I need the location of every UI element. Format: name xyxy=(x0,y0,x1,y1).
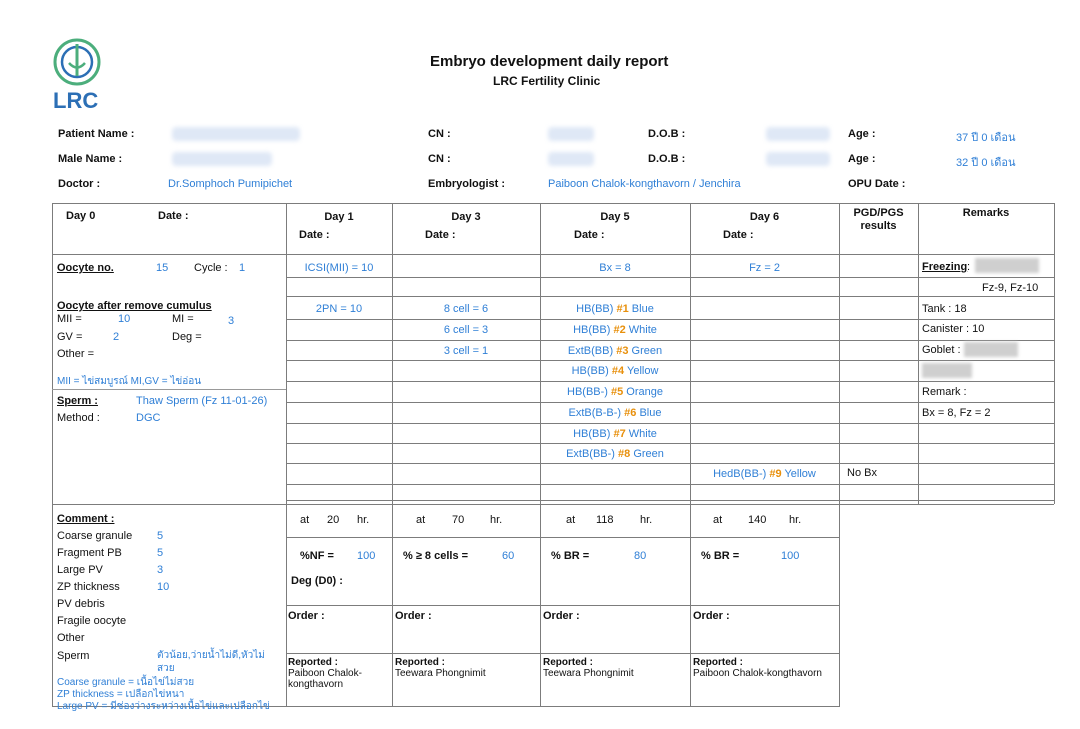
goblet-label: Goblet : xyxy=(922,344,961,356)
goblet-redacted xyxy=(964,342,1018,357)
comment-sperm-value-1: ตัวน้อย,ว่ายน้ำไม่ดี,หัวไม่ xyxy=(157,650,265,661)
cycle-value: 1 xyxy=(239,262,246,274)
comment-pv-debris: PV debris xyxy=(57,598,105,610)
header-day3: Day 3 xyxy=(451,211,481,223)
patient-name-label: Patient Name : xyxy=(58,128,135,140)
maturity-legend: MII = ไข่สมบูรณ์ MI,GV = ไข่อ่อน xyxy=(57,376,202,387)
sperm-label: Sperm : xyxy=(57,395,98,407)
comment-coarse-granule-value: 5 xyxy=(157,530,164,542)
header-day5-date: Date : xyxy=(574,229,605,241)
day5-embryo-8: ExtB(BB-) #8 Green xyxy=(566,448,664,460)
d6-hours: 140 xyxy=(748,514,767,526)
comment-other: Other xyxy=(57,632,85,644)
order-d5: Order : xyxy=(543,610,580,622)
cn-male-redacted xyxy=(548,152,594,166)
day5-embryo-5: HB(BB-) #5 Orange xyxy=(567,386,663,398)
opu-date-label: OPU Date : xyxy=(848,178,906,190)
tank-number: Tank : 18 xyxy=(922,303,967,315)
day5-embryo-3: ExtB(BB) #3 Green xyxy=(567,345,663,357)
clinic-name: LRC Fertility Clinic xyxy=(493,74,601,88)
doctor-name: Dr.Somphoch Pumipichet xyxy=(168,178,293,190)
day1-icsi: ICSI(MII) = 10 xyxy=(304,262,374,274)
comment-sperm-value-2: สวย xyxy=(157,663,175,674)
header-day6: Day 6 xyxy=(749,211,780,223)
day6-embryo-9: HedB(BB-) #9 Yellow xyxy=(713,468,816,480)
cycle-label: Cycle : xyxy=(194,262,228,274)
br5-label: % BR = xyxy=(551,550,590,562)
method-value: DGC xyxy=(136,412,161,424)
sperm-value: Thaw Sperm (Fz 11-01-26) xyxy=(136,395,268,407)
cn-redacted xyxy=(548,127,594,141)
mi-value: 3 xyxy=(228,315,235,327)
clinic-logo xyxy=(47,36,107,116)
reported-d5-label: Reported : xyxy=(543,657,593,668)
cn-label: CN : xyxy=(428,128,451,140)
method-label: Method : xyxy=(57,412,100,424)
deg-label: Deg = xyxy=(172,331,202,343)
freezing-label: Freezing xyxy=(922,261,968,273)
male-name-redacted xyxy=(172,152,272,166)
cells-label: % ≥ 8 cells = xyxy=(403,550,469,562)
d5-hours: 118 xyxy=(596,514,614,526)
day5-bx: Bx = 8 xyxy=(599,262,631,274)
day3-row-1: 8 cell = 6 xyxy=(443,303,489,315)
nf-value: 100 xyxy=(357,550,376,562)
header-pgd-results: results xyxy=(860,220,897,232)
reported-d6-label: Reported : xyxy=(693,657,743,668)
pgd-no-bx: No Bx xyxy=(847,467,877,479)
order-d6: Order : xyxy=(693,610,730,622)
cn-male-label: CN : xyxy=(428,153,451,165)
reported-d6-name: Paiboon Chalok-kongthavorn xyxy=(693,668,822,679)
reported-d1-name-1: Paiboon Chalok- xyxy=(288,668,362,679)
other-label: Other = xyxy=(57,348,94,360)
br6-value: 100 xyxy=(781,550,800,562)
remark-bx-fz: Bx = 8, Fz = 2 xyxy=(922,407,991,419)
day5-embryo-6: ExtB(B-B-) #6 Blue xyxy=(568,407,662,419)
header-remarks: Remarks xyxy=(962,207,1010,219)
d5-hr: hr. xyxy=(640,514,653,526)
br6-label: % BR = xyxy=(701,550,740,562)
day1-2pn: 2PN = 10 xyxy=(315,303,363,315)
freezing-redacted xyxy=(975,258,1039,273)
mi-label: MI = xyxy=(172,313,194,325)
nf-label: %NF = xyxy=(300,550,334,562)
dob-label: D.O.B : xyxy=(648,128,686,140)
legend-large-pv: Large PV = มีช่องว่างระหว่างเนื้อไข่และเปลือกไข่ xyxy=(57,701,270,712)
mii-label: MII = xyxy=(57,313,82,325)
gv-label: GV = xyxy=(57,331,83,343)
header-day1-date: Date : xyxy=(299,229,330,241)
dob-redacted xyxy=(766,127,830,141)
reported-d5-name: Teewara Phongnimit xyxy=(543,668,634,679)
comment-large-pv-value: 3 xyxy=(157,564,164,576)
remark-label: Remark : xyxy=(922,386,967,398)
d6-at: at xyxy=(713,514,723,526)
dob-male-label: D.O.B : xyxy=(648,153,686,165)
oocyte-after-label: Oocyte after remove cumulus xyxy=(57,300,212,312)
patient-name-redacted xyxy=(172,127,300,141)
comment-sperm: Sperm xyxy=(57,650,90,662)
legend-coarse-granule: Coarse granule = เนื้อไข่ไม่สวย xyxy=(57,677,195,688)
day0-divider xyxy=(52,389,286,390)
d3-hours: 70 xyxy=(452,514,465,526)
day5-embryo-2: HB(BB) #2 White xyxy=(573,324,657,336)
comment-large-pv: Large PV xyxy=(57,564,103,576)
freezing-fz-values: Fz-9, Fz-10 xyxy=(982,282,1039,294)
header-day0: Day 0 xyxy=(66,210,96,222)
day5-embryo-7: HB(BB) #7 White xyxy=(573,428,657,440)
oocyte-no-value: 15 xyxy=(156,262,169,274)
day5-embryo-1: HB(BB) #1 Blue xyxy=(576,303,654,315)
reported-d1-label: Reported : xyxy=(288,657,338,668)
male-age-label: Age : xyxy=(848,153,876,165)
remarks-redacted xyxy=(922,363,972,378)
reported-d1-name-2: kongthavorn xyxy=(288,679,344,690)
doctor-label: Doctor : xyxy=(58,178,101,190)
freezing-colon: : xyxy=(967,261,971,273)
day5-embryo-4: HB(BB) #4 Yellow xyxy=(571,365,659,377)
embryologist-name: Paiboon Chalok-kongthavorn / Jenchira xyxy=(548,178,741,190)
d3-at: at xyxy=(416,514,426,526)
d3-hr: hr. xyxy=(490,514,503,526)
deg-d0-label: Deg (D0) : xyxy=(291,575,343,587)
logo-icon xyxy=(51,36,103,88)
d6-hr: hr. xyxy=(789,514,802,526)
mii-value: 10 xyxy=(118,313,131,325)
comment-coarse-granule: Coarse granule xyxy=(57,530,133,542)
reported-d3-name: Teewara Phongnimit xyxy=(395,668,486,679)
embryologist-label: Embryologist : xyxy=(428,178,506,190)
comment-title: Comment : xyxy=(57,513,115,525)
legend-zp-thickness: ZP thickness = เปลือกไข่หนา xyxy=(57,689,185,700)
day3-row-2: 6 cell = 3 xyxy=(443,324,489,336)
d1-hr: hr. xyxy=(357,514,370,526)
comment-zp-thickness-value: 10 xyxy=(157,581,170,593)
dob-male-redacted xyxy=(766,152,830,166)
reported-d3-label: Reported : xyxy=(395,657,445,668)
header-day6-date: Date : xyxy=(723,229,754,241)
comment-fragile-oocyte: Fragile oocyte xyxy=(57,615,127,627)
male-age: 32 ปี 0 เดือน xyxy=(956,157,1016,169)
logo-text: LRC xyxy=(53,88,99,113)
comment-fragment-pb-value: 5 xyxy=(157,547,164,559)
cells-value: 60 xyxy=(502,550,515,562)
canister-number: Canister : 10 xyxy=(922,323,985,335)
report-title: Embryo development daily report xyxy=(430,53,669,70)
d1-hours: 20 xyxy=(327,514,340,526)
comment-fragment-pb: Fragment PB xyxy=(57,547,122,559)
day6-fz: Fz = 2 xyxy=(749,262,780,274)
header-day5: Day 5 xyxy=(600,211,630,223)
male-name-label: Male Name : xyxy=(58,153,123,165)
day3-row-3: 3 cell = 1 xyxy=(443,345,489,357)
comment-zp-thickness: ZP thickness xyxy=(57,581,120,593)
header-day0-date: Date : xyxy=(158,210,189,222)
d5-at: at xyxy=(566,514,576,526)
br5-value: 80 xyxy=(634,550,647,562)
order-d1: Order : xyxy=(288,610,325,622)
header-pgd: PGD/PGS xyxy=(853,207,904,219)
d1-at: at xyxy=(300,514,310,526)
patient-age: 37 ปี 0 เดือน xyxy=(956,132,1016,144)
order-d3: Order : xyxy=(395,610,432,622)
header-day1: Day 1 xyxy=(324,211,354,223)
header-day3-date: Date : xyxy=(425,229,456,241)
oocyte-no-label: Oocyte no. xyxy=(57,262,114,274)
age-label: Age : xyxy=(848,128,876,140)
gv-value: 2 xyxy=(113,331,120,343)
